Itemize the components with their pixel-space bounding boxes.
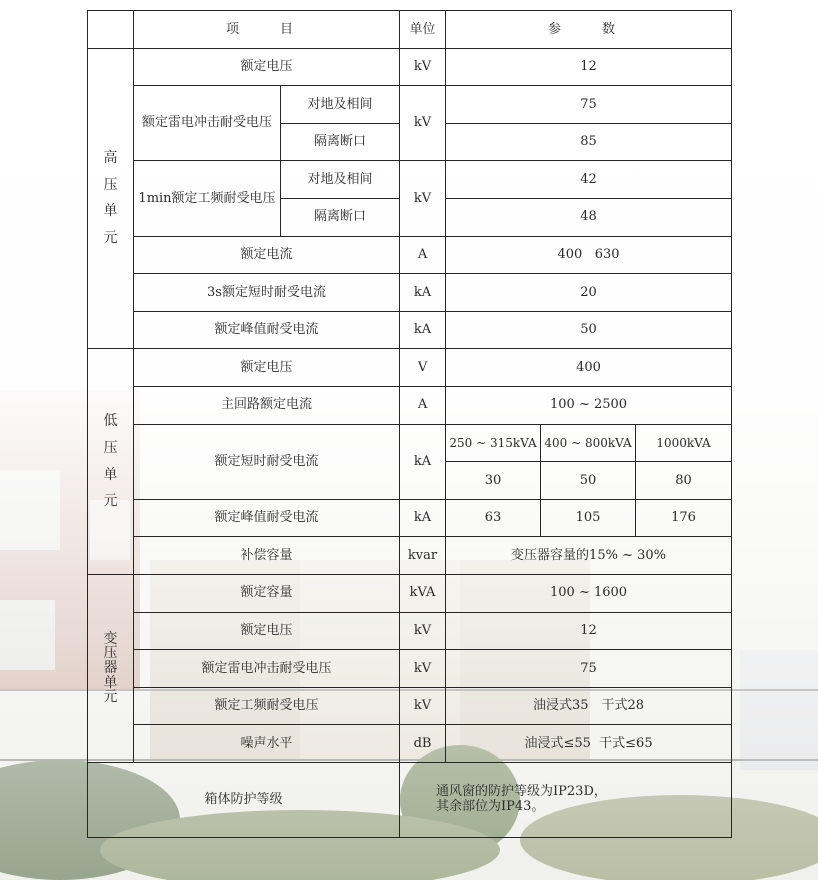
hv-rated-current-value: 400 630 — [446, 236, 732, 274]
table-row — [88, 762, 732, 837]
tr-power-freq-value: 油浸式35 干式28 — [446, 687, 732, 725]
enclosure-note-line2: 其余部位为IP43。 — [436, 798, 545, 814]
enclosure-note-line1: 通风窗的防护等级为IP23D， — [436, 783, 607, 799]
tr-lightning-label: 额定雷电冲击耐受电压 — [134, 650, 400, 688]
hv-lightning-sub2: 隔离断口 — [281, 123, 400, 161]
hv-power-freq-unit: kV — [400, 161, 446, 236]
header-param: 参 数 — [446, 11, 732, 49]
hv-rated-voltage-value: 12 — [446, 48, 732, 86]
lv-rated-voltage-label: 额定电压 — [134, 349, 400, 387]
hv-power-freq-val2: 48 — [446, 198, 732, 236]
hv-power-freq-sub1: 对地及相间 — [281, 161, 400, 199]
lv-short-time-value-3: 80 — [636, 462, 732, 500]
tr-voltage-unit: kV — [400, 612, 446, 650]
hv-short-time-value: 20 — [446, 274, 732, 312]
lv-col-250-315: 250 ~ 315kVA — [446, 424, 541, 462]
lv-short-time-value-1: 30 — [446, 462, 541, 500]
table-row — [88, 612, 732, 650]
spec-table — [87, 10, 732, 838]
hv-power-freq-sub2: 隔离断口 — [281, 198, 400, 236]
table-row — [88, 161, 732, 199]
group-hv-label: 高 压 单 元 — [88, 48, 134, 349]
table-row — [88, 311, 732, 349]
lv-short-time-unit: kA — [400, 424, 446, 499]
tr-noise-value: 油浸式≤55 干式≤65 — [446, 725, 732, 763]
hv-rated-current-label: 额定电流 — [134, 236, 400, 274]
enclosure-note — [400, 762, 732, 837]
lv-col-400-800: 400 ~ 800kVA — [541, 424, 636, 462]
table-row — [88, 499, 732, 537]
lv-compensation-unit: kvar — [400, 537, 446, 575]
lv-peak-unit: kA — [400, 499, 446, 537]
lv-peak-value-1: 63 — [446, 499, 541, 537]
hv-lightning-label: 额定雷电冲击耐受电压 — [134, 86, 281, 161]
hv-peak-unit: kA — [400, 311, 446, 349]
lv-main-current-label: 主回路额定电流 — [134, 386, 400, 424]
tr-lightning-value: 75 — [446, 650, 732, 688]
hv-rated-voltage-unit: kV — [400, 48, 446, 86]
table-row — [88, 725, 732, 763]
lv-peak-value-2: 105 — [541, 499, 636, 537]
hv-peak-value: 50 — [446, 311, 732, 349]
header-item: 项 目 — [134, 11, 400, 49]
lv-main-current-value: 100 ~ 2500 — [446, 386, 732, 424]
tr-lightning-unit: kV — [400, 650, 446, 688]
table-row — [88, 650, 732, 688]
hv-rated-current-unit: A — [400, 236, 446, 274]
lv-main-current-unit: A — [400, 386, 446, 424]
tr-capacity-label: 额定容量 — [134, 574, 400, 612]
hv-rated-voltage-label: 额定电压 — [134, 48, 400, 86]
table-row — [88, 48, 732, 86]
enclosure-label: 箱体防护等级 — [88, 762, 400, 837]
table-row — [88, 424, 732, 462]
tr-noise-unit: dB — [400, 725, 446, 763]
table-row — [88, 86, 732, 124]
lv-col-1000: 1000kVA — [636, 424, 732, 462]
hv-lightning-val1: 75 — [446, 86, 732, 124]
lv-compensation-value: 变压器容量的15% ~ 30% — [446, 537, 732, 575]
lv-rated-voltage-unit: V — [400, 349, 446, 387]
table-row — [88, 386, 732, 424]
hv-lightning-unit: kV — [400, 86, 446, 161]
hv-lightning-val2: 85 — [446, 123, 732, 161]
hv-power-freq-label: 1min额定工频耐受电压 — [134, 161, 281, 236]
table-row — [88, 537, 732, 575]
hv-short-time-unit: kA — [400, 274, 446, 312]
table-header-row — [88, 11, 732, 49]
tr-capacity-unit: kVA — [400, 574, 446, 612]
table-row — [88, 236, 732, 274]
table-row — [88, 687, 732, 725]
hv-short-time-label: 3s额定短时耐受电流 — [134, 274, 400, 312]
lv-peak-value-3: 176 — [636, 499, 732, 537]
group-tr-label: 变 压 器 单 元 — [88, 574, 134, 762]
lv-rated-voltage-value: 400 — [446, 349, 732, 387]
tr-noise-label: 噪声水平 — [134, 725, 400, 763]
tr-power-freq-unit: kV — [400, 687, 446, 725]
tr-voltage-label: 额定电压 — [134, 612, 400, 650]
table-row — [88, 349, 732, 387]
table-row — [88, 574, 732, 612]
hv-lightning-sub1: 对地及相间 — [281, 86, 400, 124]
header-corner — [88, 11, 134, 49]
hv-power-freq-val1: 42 — [446, 161, 732, 199]
lv-compensation-label: 补偿容量 — [134, 537, 400, 575]
hv-peak-label: 额定峰值耐受电流 — [134, 311, 400, 349]
lv-short-time-label: 额定短时耐受电流 — [134, 424, 400, 499]
group-lv-label: 低 压 单 元 — [88, 349, 134, 575]
lv-peak-label: 额定峰值耐受电流 — [134, 499, 400, 537]
tr-voltage-value: 12 — [446, 612, 732, 650]
lv-short-time-value-2: 50 — [541, 462, 636, 500]
table-row — [88, 274, 732, 312]
header-unit: 单位 — [400, 11, 446, 49]
tr-power-freq-label: 额定工频耐受电压 — [134, 687, 400, 725]
tr-capacity-value: 100 ~ 1600 — [446, 574, 732, 612]
